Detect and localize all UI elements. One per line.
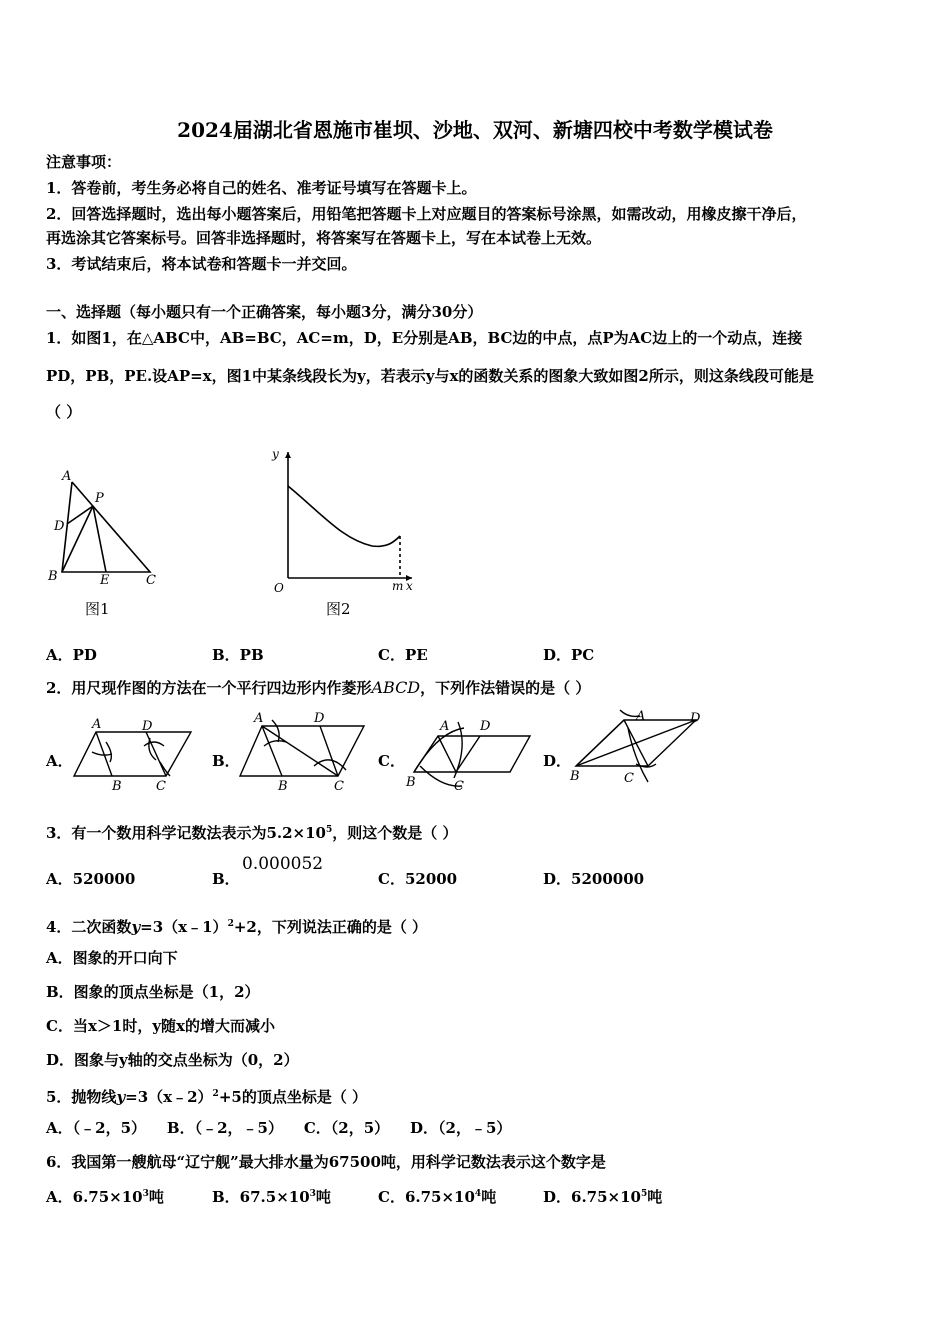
q4-option-a[interactable]: A．图象的开口向下 (46, 949, 178, 967)
label-y: y (272, 447, 279, 461)
svg-text:C: C (334, 779, 344, 794)
label-E: E (100, 573, 110, 588)
q2-option-a[interactable]: A． (46, 752, 73, 770)
svg-text:C: C (624, 771, 634, 786)
notice-heading: 注意事项： (46, 153, 122, 171)
notice-item: 2．回答选择题时，选出每小题答案后，用铅笔把答题卡上对应题目的答案标号涂黑，如需改动，用橡皮擦干净后， (46, 205, 807, 223)
q6-option-b[interactable]: B．$67.5\times 10^3$吨 (212, 1188, 331, 1206)
q4-option-d[interactable]: D．图象与y轴的交点坐标为（0，2） (46, 1051, 299, 1069)
svg-text:C: C (156, 779, 166, 794)
q3-option-b[interactable]: B． (212, 870, 240, 888)
q3-option-a[interactable]: A．520000 (46, 870, 136, 888)
q2-option-d[interactable]: D． (543, 752, 572, 770)
svg-text:B: B (406, 775, 416, 790)
notice-item: 3．考试结束后，将本试卷和答题卡一并交回。 (46, 255, 357, 273)
svg-text:D: D (690, 711, 701, 726)
svg-text:A: A (440, 719, 450, 734)
label-P: P (95, 491, 104, 506)
notice-item: 再选涂其它答案标号。回答非选择题时，将答案写在答题卡上，写在本试卷上无效。 (46, 229, 602, 247)
q3-stem: 3．有一个数用科学记数法表示为$5.2\times 10^5$，则这个数是（ ） (46, 824, 458, 842)
q6-stem: 6．我国第一艘航母“辽宁舰”最大排水量为67500吨，用科学记数法表示这个数字是 (46, 1153, 606, 1171)
q2-option-b[interactable]: B． (212, 752, 240, 770)
svg-text:B: B (112, 779, 122, 794)
svg-text:A: A (636, 709, 646, 724)
q3-option-c[interactable]: C．52000 (378, 870, 458, 888)
q2-figure-d (566, 706, 706, 796)
q5-stem: 5．抛物线y=3（x﹣2）$^2$+5的顶点坐标是（ ） (46, 1088, 368, 1106)
q2-figure-b (234, 706, 370, 800)
label-m: m (392, 579, 404, 593)
q6-option-a[interactable]: A．$6.75\times 10^3$吨 (46, 1188, 164, 1206)
q1-stem-line: PD，PB，PE.设AP=x，图1中某条线段长为y，若表示y与x的函数关系的图象大致如图2所示，则这条线段可能是 (46, 367, 814, 385)
svg-text:D: D (480, 719, 491, 734)
notice-item: 1．答卷前，考生务必将自己的姓名、准考证号填写在答题卡上。 (46, 179, 477, 197)
q4-stem: 4．二次函数y=3（x﹣1）$^2$+2，下列说法正确的是（ ） (46, 918, 428, 936)
q1-option-c[interactable]: C．PE (378, 646, 428, 664)
q2-figure-c (400, 714, 534, 798)
svg-text:D: D (142, 719, 153, 734)
fig2-caption: 图2 (326, 600, 351, 618)
q6-option-d[interactable]: D．$6.75\times 10^5$吨 (543, 1188, 663, 1206)
q1-stem-line: 1．如图1，在△ABC中，AB=BC，AC=m，D，E分别是AB，BC边的中点，点P为AC边上的一个动点，连接 (46, 329, 803, 347)
page-title: 2024届湖北省恩施市崔坝、沙地、双河、新塘四校中考数学模试卷 (177, 118, 773, 142)
q3-option-b-value: 0.000052 (242, 854, 324, 874)
svg-text:A: A (254, 711, 264, 726)
q2-figure-a (66, 712, 196, 800)
q5-options[interactable]: A．（﹣2，5） B．（﹣2，﹣5） C．（2，5） D．（2，﹣5） (46, 1119, 512, 1137)
q1-stem-line: （ ） (46, 403, 82, 421)
q6-option-c[interactable]: C．$6.75\times 10^4$吨 (378, 1188, 497, 1206)
label-B: B (48, 569, 58, 584)
svg-text:A: A (92, 717, 102, 732)
label-C: C (146, 573, 156, 588)
section-heading: 一、选择题（每小题只有一个正确答案，每小题3分，满分30分） (46, 303, 483, 321)
q1-figure-2 (262, 444, 422, 608)
svg-text:C: C (454, 779, 464, 794)
q2-stem: 2．用尺现作图的方法在一个平行四边形内作菱形ABCD，下列作法错误的是（ ） (46, 678, 591, 697)
q4-option-c[interactable]: C．当x＞1时，y随x的增大而减小 (46, 1017, 275, 1035)
q1-option-d[interactable]: D．PC (543, 646, 595, 664)
label-O: O (274, 581, 284, 595)
q2-option-c[interactable]: C． (378, 752, 405, 770)
svg-text:B: B (570, 769, 580, 784)
q1-option-b[interactable]: B．PB (212, 646, 264, 664)
svg-text:B: B (278, 779, 288, 794)
q1-option-a[interactable]: A．PD (46, 646, 97, 664)
label-A: A (62, 469, 72, 484)
label-D: D (54, 519, 65, 534)
fig1-caption: 图1 (85, 600, 110, 618)
q4-option-b[interactable]: B．图象的顶点坐标是（1，2） (46, 983, 260, 1001)
label-x: x (406, 579, 413, 593)
svg-text:D: D (314, 711, 325, 726)
q3-option-d[interactable]: D．5200000 (543, 870, 645, 888)
